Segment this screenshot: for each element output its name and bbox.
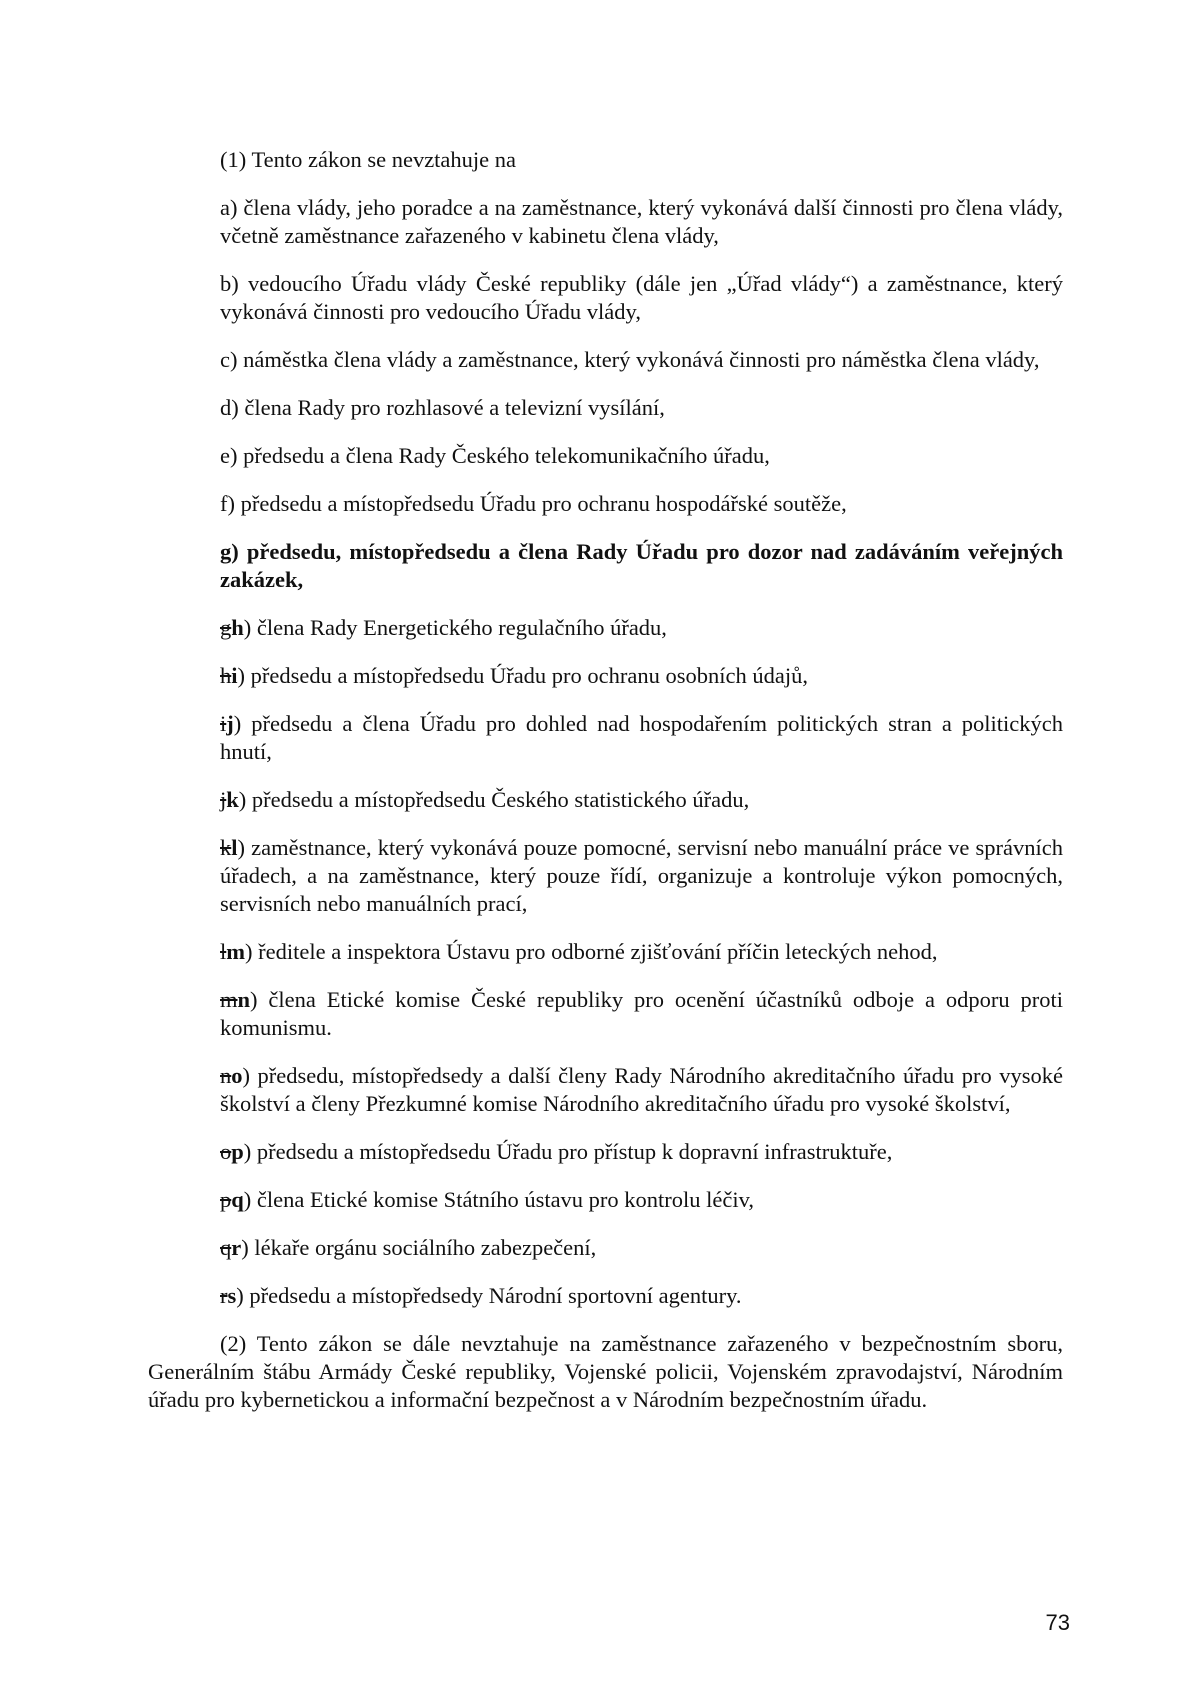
document-page: [148, 146, 1063, 1434]
item-letter: b: [220, 271, 232, 296]
deleted-letter: n: [220, 1063, 232, 1088]
list-item-b: [148, 270, 1063, 326]
deleted-letter: q: [220, 1235, 232, 1260]
deleted-letter: o: [220, 1139, 232, 1164]
item-text: ) člena Etické komise Státního ústavu pro kontrolu léčiv,: [243, 1187, 755, 1212]
inserted-letter: m: [226, 939, 246, 964]
inserted-letter: h: [231, 615, 244, 640]
deleted-letter: p: [220, 1187, 232, 1212]
list-item-amended: [148, 710, 1063, 766]
deleted-letter: h: [220, 663, 232, 688]
item-letter: d: [220, 395, 232, 420]
inserted-letter: s: [227, 1283, 237, 1308]
item-text: ) člena vlády, jeho poradce a na zaměstnance, který vykonává další činnosti pro člena vlády, včetně zaměstnance zařazeného v kabinetu člena vlády,: [220, 195, 1063, 248]
paragraph-1-intro: (1) Tento zákon se nevztahuje na: [220, 147, 517, 172]
inserted-letter: p: [231, 1139, 244, 1164]
inserted-letter: n: [237, 987, 251, 1012]
deleted-letter: r: [220, 1283, 228, 1308]
item-text: ) lékaře orgánu sociálního zabezpečení,: [241, 1235, 597, 1260]
item-text: ) předsedu a místopředsedu Úřadu pro ochranu osobních údajů,: [237, 663, 808, 688]
list-item-amended: [148, 834, 1063, 918]
item-text: ) vedoucího Úřadu vlády České republiky (dále jen „Úřad vlády“) a zaměstnance, který vykonává činnosti pro vedoucího Úřadu vlády,: [220, 271, 1063, 324]
item-text: ) předsedu a člena Úřadu pro dohled nad hospodařením politických stran a politických hnutí,: [220, 711, 1063, 764]
item-text: ) předsedu a místopředsedu Českého statistického úřadu,: [238, 787, 750, 812]
list-item-e: [148, 442, 1063, 470]
list-item-c: [148, 346, 1063, 374]
inserted-letter: k: [226, 787, 239, 812]
item-letter: e: [220, 443, 230, 468]
item-text: ) zaměstnance, který vykonává pouze pomocné, servisní nebo manuální práce ve správních úřadech, a na zaměstnance, který pouze řídí, organizuje a kontroluje výkon pomocných, servisních nebo manuálních prací,: [220, 835, 1063, 916]
item-text: ) předsedu a člena Rady Českého telekomunikačního úřadu,: [230, 443, 770, 468]
inserted-letter: r: [231, 1235, 242, 1260]
item-text: ) předsedu a místopředsedu Úřadu pro ochranu hospodářské soutěže,: [227, 491, 847, 516]
deleted-letter: j: [220, 787, 227, 812]
item-letter: f: [220, 491, 228, 516]
deleted-letter: l: [220, 939, 227, 964]
item-letter: c: [220, 347, 230, 372]
list-item-amended: [148, 938, 1063, 966]
inserted-letter: l: [231, 835, 238, 860]
list-item-f: [148, 490, 1063, 518]
inserted-letter: j: [226, 711, 234, 736]
deleted-letter: m: [220, 987, 238, 1012]
deleted-letter: k: [220, 835, 232, 860]
item-text: ) člena Etické komise České republiky pro ocenění účastníků odboje a odporu proti komunismu.: [220, 987, 1063, 1040]
list-item-amended: [148, 1234, 1063, 1262]
list-item-g-inserted: g) předsedu, místopředsedu a člena Rady Úřadu pro dozor nad zadáváním veřejných zakázek,: [220, 539, 1063, 592]
list-item-a: [148, 194, 1063, 250]
item-text: ) předsedu, místopředsedy a další členy Rady Národního akreditačního úřadu pro vysoké školství a členy Přezkumné komise Národního akreditačního úřadu pro vysoké školství,: [220, 1063, 1063, 1116]
paragraph-2: (2) Tento zákon se dále nevztahuje na zaměstnance zařazeného v bezpečnostním sboru, Generálním štábu Armády České republiky, Vojenské policii, Vojenském zpravodajství, Národním úřadu pro kybernetickou a informační bezpečnost a v Národním bezpečnostním úřadu.: [148, 1331, 1063, 1412]
deleted-letter: i: [220, 711, 227, 736]
item-text: ) předsedu a místopředsedu Úřadu pro přístup k dopravní infrastruktuře,: [243, 1139, 893, 1164]
item-text: ) náměstka člena vlády a zaměstnance, který vykonává činnosti pro náměstka člena vlády,: [230, 347, 1040, 372]
item-text: ) ředitele a inspektora Ústavu pro odborné zjišťování příčin leteckých nehod,: [245, 939, 938, 964]
list-item-amended: [148, 786, 1063, 814]
deleted-letter: g: [220, 615, 232, 640]
list-item-amended: [148, 1186, 1063, 1214]
item-text: ) člena Rady Energetického regulačního úřadu,: [243, 615, 667, 640]
list-item-d: [148, 394, 1063, 422]
inserted-letter: o: [231, 1063, 243, 1088]
list-item-amended: [148, 986, 1063, 1042]
item-text: ) člena Rady pro rozhlasové a televizní vysílání,: [231, 395, 665, 420]
item-text: ) předsedu a místopředsedy Národní sportovní agentury.: [236, 1283, 742, 1308]
list-item-amended: [148, 1138, 1063, 1166]
list-item-amended: [148, 662, 1063, 690]
inserted-letter: i: [231, 663, 238, 688]
list-item-amended: [148, 614, 1063, 642]
inserted-letter: q: [231, 1187, 244, 1212]
list-item-amended: [148, 1282, 1063, 1310]
item-letter: a: [220, 195, 230, 220]
list-item-amended: [148, 1062, 1063, 1118]
page-number: 73: [1045, 1610, 1070, 1635]
